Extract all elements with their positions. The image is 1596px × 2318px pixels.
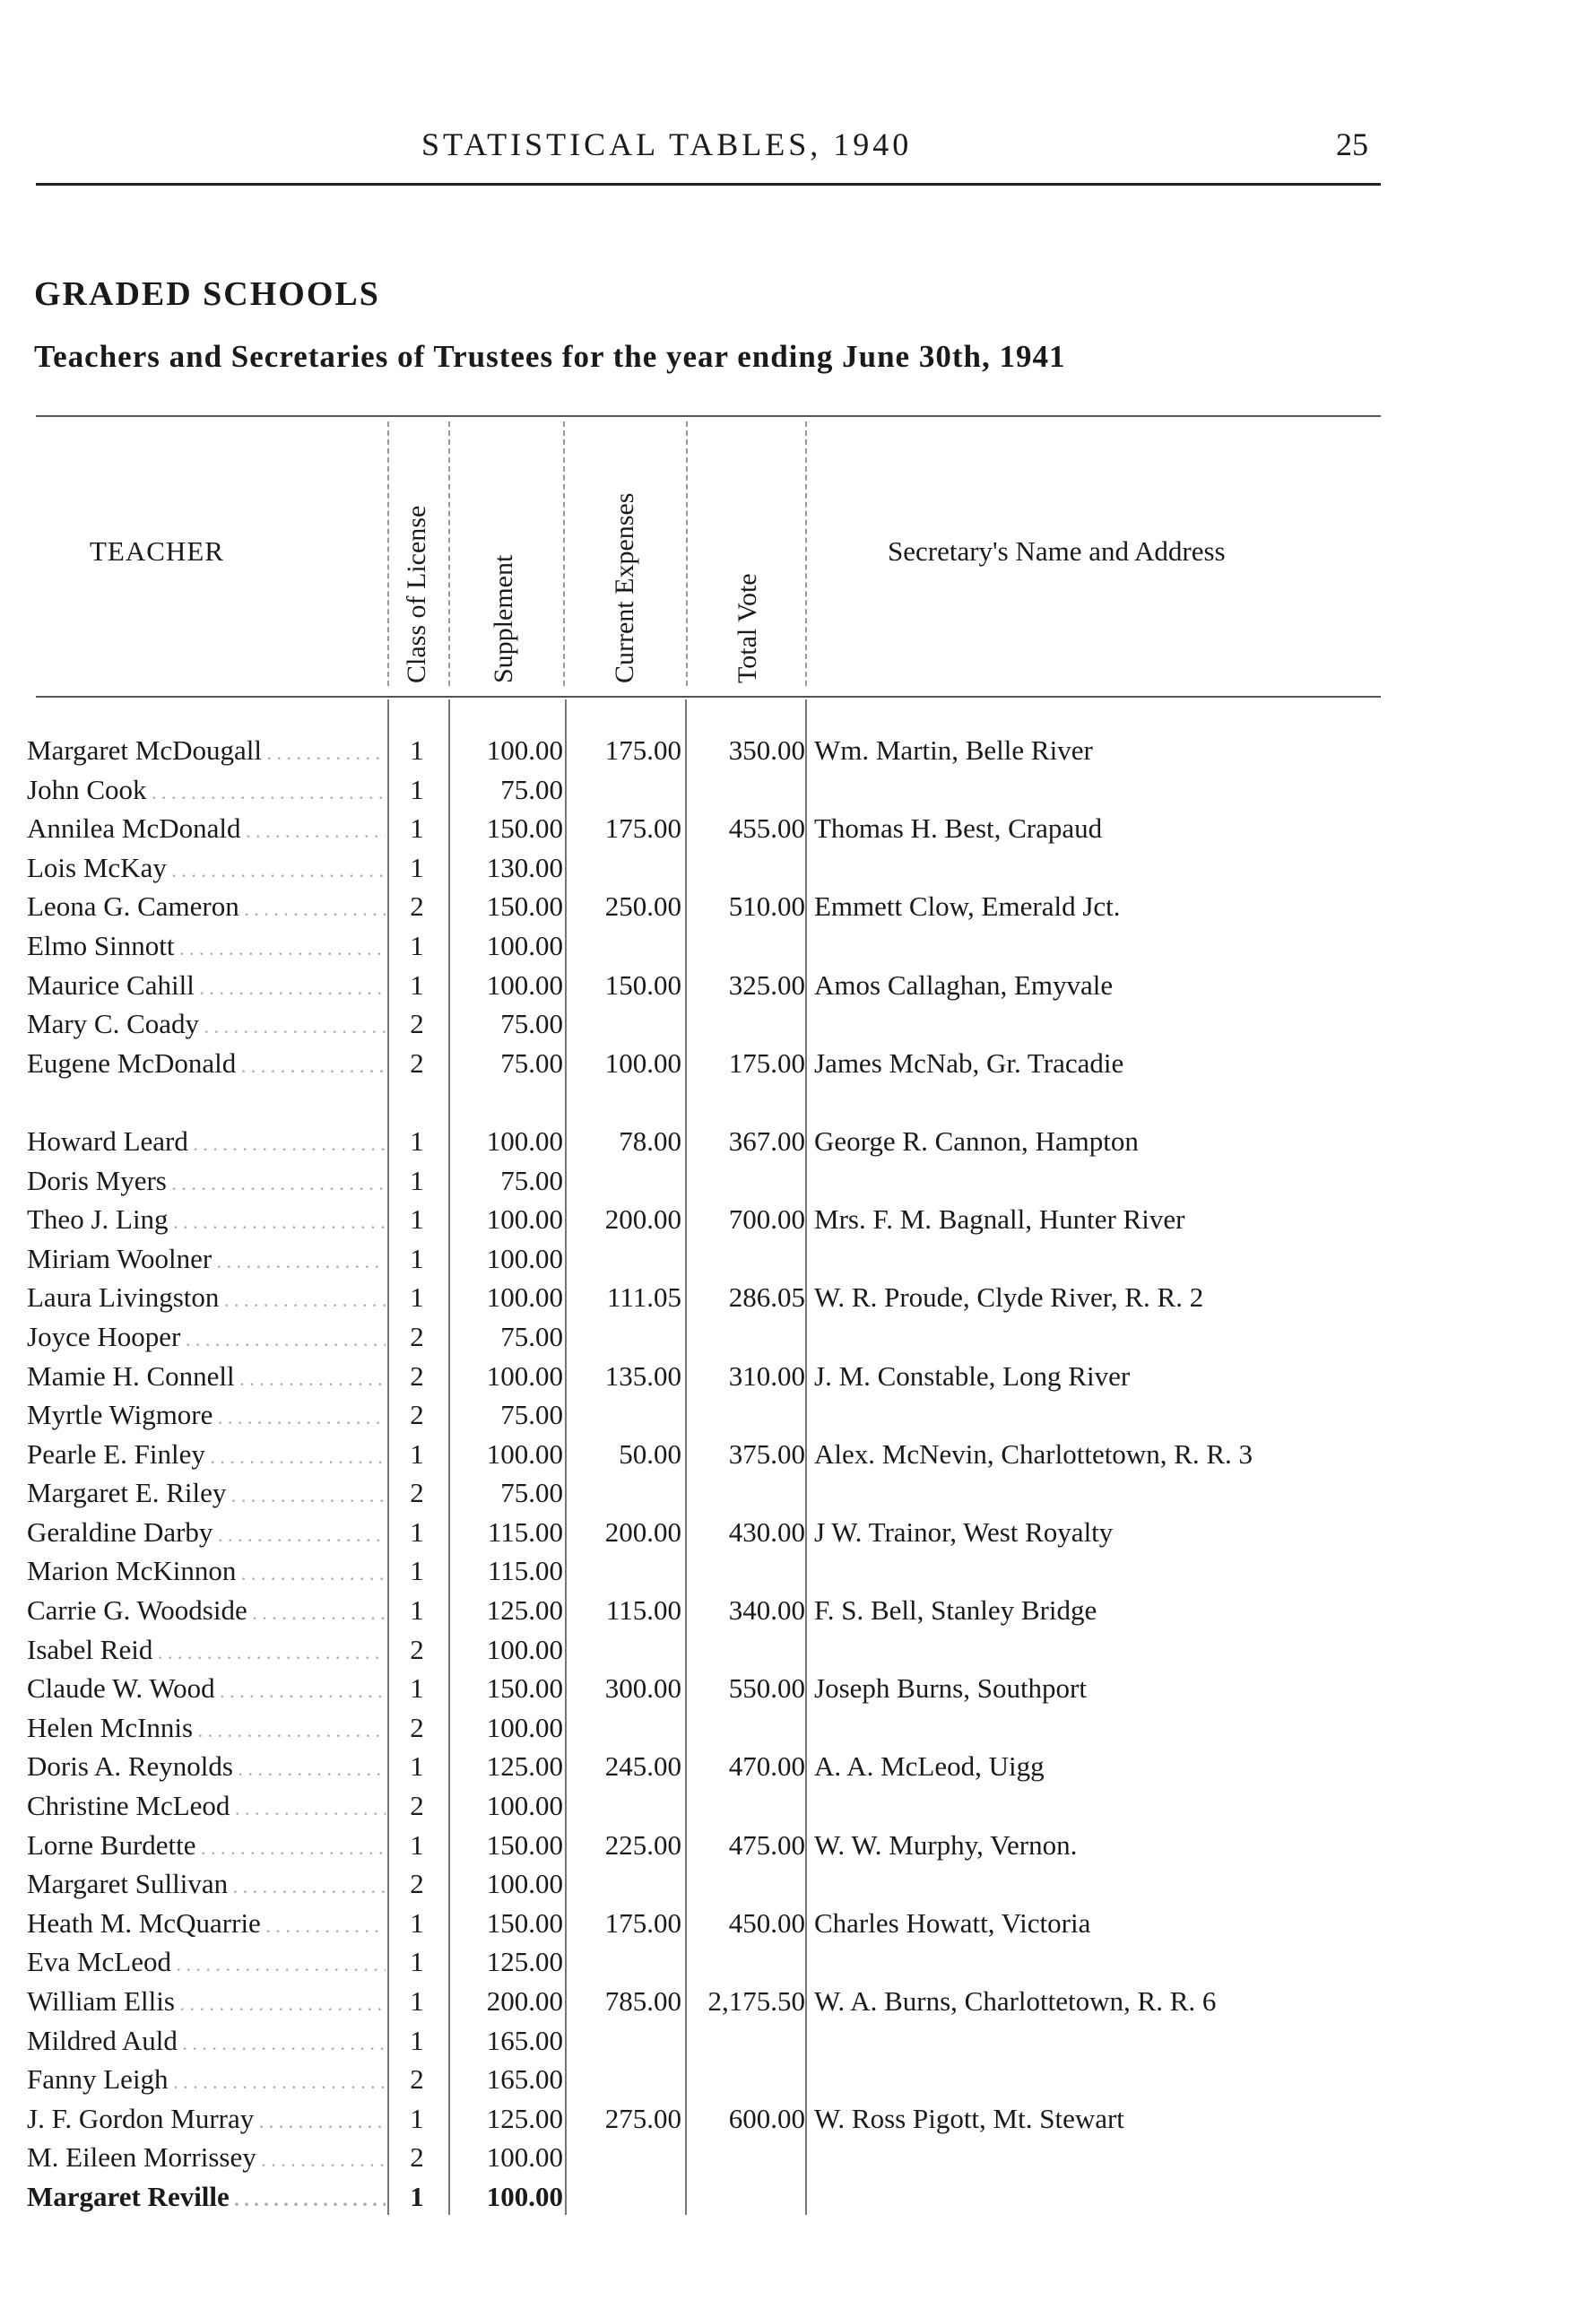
- supplement-cell: 165.00: [486, 2024, 563, 2056]
- table-row: [0, 1317, 1596, 1357]
- class-cell: 2: [410, 1399, 424, 1431]
- current-expenses-cell: 78.00: [619, 1124, 681, 1157]
- class-cell: 1: [410, 1124, 424, 1157]
- class-cell: 1: [410, 2102, 424, 2134]
- teacher-cell: Myrtle Wigmore . . .: [27, 1395, 386, 1437]
- class-cell: 1: [410, 734, 424, 766]
- current-expenses-cell: 245.00: [604, 1750, 681, 1783]
- current-expenses-cell: 785.00: [604, 1985, 681, 2017]
- column-header-supplement: Supplement: [489, 554, 518, 683]
- total-vote-cell: 340.00: [728, 1594, 805, 1627]
- teacher-cell: Doris Myers . . .: [27, 1161, 386, 1202]
- supplement-cell: 75.00: [500, 1477, 563, 1509]
- table-row: [0, 1161, 1596, 1201]
- supplement-cell: 125.00: [486, 1750, 563, 1783]
- class-cell: 1: [410, 851, 424, 883]
- total-vote-cell: 600.00: [728, 2102, 805, 2134]
- teacher-cell: Christine McLeod . . .: [27, 1786, 386, 1827]
- table-row: [0, 770, 1596, 810]
- table-row: [0, 1982, 1596, 2021]
- teacher-cell: Laura Livingston . . .: [27, 1278, 386, 1319]
- supplement-cell: 100.00: [486, 1711, 563, 1743]
- column-divider: [563, 421, 565, 686]
- supplement-cell: 75.00: [500, 1320, 563, 1352]
- teacher-cell: Margaret Sullivan . . .: [27, 1864, 386, 1906]
- supplement-cell: 150.00: [486, 890, 563, 923]
- supplement-cell: 100.00: [486, 734, 563, 766]
- supplement-cell: 150.00: [486, 1906, 563, 1939]
- teacher-cell: Doris A. Reynolds . . .: [27, 1747, 386, 1788]
- supplement-cell: 125.00: [486, 1946, 563, 1978]
- supplement-cell: 150.00: [486, 1828, 563, 1861]
- table-row: [0, 966, 1596, 1005]
- column-header-secretary: Secretary's Name and Address: [888, 535, 1226, 567]
- secretary-cell: A. A. McLeod, Uigg: [814, 1750, 1045, 1783]
- secretary-cell: Alex. McNevin, Charlottetown, R. R. 3: [814, 1437, 1253, 1470]
- table-row: [0, 1942, 1596, 1982]
- teacher-cell: Annilea McDonald . . .: [27, 809, 386, 850]
- table-row: [0, 1551, 1596, 1591]
- secretary-cell: F. S. Bell, Stanley Bridge: [814, 1594, 1097, 1627]
- teacher-cell: Margaret Reville . . .: [27, 2177, 386, 2218]
- teacher-cell: M. Eileen Morrissey . . .: [27, 2138, 386, 2179]
- table-row: [0, 809, 1596, 848]
- teacher-cell: Margaret McDougall . . .: [27, 731, 386, 772]
- current-expenses-cell: 275.00: [604, 2102, 681, 2134]
- total-vote-cell: 700.00: [728, 1203, 805, 1236]
- class-cell: 1: [410, 1242, 424, 1274]
- supplement-cell: 100.00: [486, 1633, 563, 1665]
- supplement-cell: 100.00: [486, 1359, 563, 1392]
- table-row: [0, 2099, 1596, 2139]
- total-vote-cell: 310.00: [728, 1359, 805, 1392]
- supplement-cell: 100.00: [486, 1868, 563, 1900]
- current-expenses-cell: 50.00: [619, 1437, 681, 1470]
- current-expenses-cell: 200.00: [604, 1515, 681, 1548]
- secretary-cell: Amos Callaghan, Emyvale: [814, 968, 1114, 1001]
- class-cell: 1: [410, 968, 424, 1001]
- class-cell: 1: [410, 1515, 424, 1548]
- table-body: [0, 731, 1596, 2217]
- teacher-cell: Fanny Leigh . . .: [27, 2060, 386, 2101]
- table-row: [0, 1004, 1596, 1044]
- total-vote-cell: 550.00: [728, 1672, 805, 1705]
- column-divider: [805, 421, 807, 686]
- teacher-cell: Eugene McDonald . . .: [27, 1044, 386, 1085]
- current-expenses-cell: 150.00: [604, 968, 681, 1001]
- teacher-cell: Joyce Hooper . . .: [27, 1317, 386, 1359]
- secretary-cell: W. R. Proude, Clyde River, R. R. 2: [814, 1281, 1204, 1314]
- teacher-cell: Margaret E. Riley . . .: [27, 1473, 386, 1515]
- total-vote-cell: 455.00: [728, 812, 805, 845]
- column-header-class-of-license: Class of License: [402, 505, 431, 683]
- table-row: [0, 2177, 1596, 2217]
- class-cell: 1: [410, 1281, 424, 1314]
- total-vote-cell: 430.00: [728, 1515, 805, 1548]
- class-cell: 2: [410, 1790, 424, 1822]
- current-expenses-cell: 300.00: [604, 1672, 681, 1705]
- table-row: [0, 2060, 1596, 2099]
- teacher-cell: Mildred Auld . . .: [27, 2021, 386, 2062]
- column-divider: [448, 421, 450, 686]
- teacher-cell: J. F. Gordon Murray . . .: [27, 2099, 386, 2140]
- running-head: STATISTICAL TABLES, 1940: [421, 126, 913, 162]
- total-vote-cell: 450.00: [728, 1906, 805, 1939]
- table-row: [0, 1826, 1596, 1865]
- current-expenses-cell: 225.00: [604, 1828, 681, 1861]
- supplement-cell: 130.00: [486, 851, 563, 883]
- secretary-cell: W. A. Burns, Charlottetown, R. R. 6: [814, 1985, 1217, 2017]
- class-cell: 1: [410, 812, 424, 845]
- teacher-cell: Helen McInnis . . .: [27, 1708, 386, 1749]
- class-cell: 1: [410, 773, 424, 805]
- table-row: [0, 1357, 1596, 1396]
- teacher-cell: Claude W. Wood . . .: [27, 1669, 386, 1710]
- total-vote-cell: 510.00: [728, 890, 805, 923]
- total-vote-cell: 350.00: [728, 734, 805, 766]
- secretary-cell: Charles Howatt, Victoria: [814, 1906, 1091, 1939]
- table-row: [0, 1395, 1596, 1435]
- page-number: 25: [1336, 126, 1368, 162]
- secretary-cell: Joseph Burns, Southport: [814, 1672, 1087, 1705]
- total-vote-cell: 286.05: [728, 1281, 805, 1314]
- class-cell: 1: [410, 1906, 424, 1939]
- secretary-cell: Mrs. F. M. Bagnall, Hunter River: [814, 1203, 1185, 1236]
- secretary-cell: James McNab, Gr. Tracadie: [814, 1046, 1124, 1079]
- class-cell: 2: [410, 2141, 424, 2174]
- secretary-cell: Emmett Clow, Emerald Jct.: [814, 890, 1121, 923]
- teacher-cell: Marion McKinnon . . .: [27, 1551, 386, 1593]
- supplement-cell: 75.00: [500, 1046, 563, 1079]
- column-divider: [387, 421, 389, 686]
- table-row: [0, 1122, 1596, 1161]
- current-expenses-cell: 135.00: [604, 1359, 681, 1392]
- class-cell: 2: [410, 1633, 424, 1665]
- class-cell: 1: [410, 1946, 424, 1978]
- supplement-cell: 100.00: [486, 1124, 563, 1157]
- teacher-cell: Geraldine Darby . . .: [27, 1513, 386, 1554]
- teacher-cell: Howard Leard . . .: [27, 1122, 386, 1163]
- table-row: [0, 1239, 1596, 1279]
- total-vote-cell: 475.00: [728, 1828, 805, 1861]
- class-cell: 1: [410, 1750, 424, 1783]
- secretary-cell: Wm. Martin, Belle River: [814, 734, 1093, 766]
- teacher-cell: Heath M. McQuarrie . . .: [27, 1904, 386, 1945]
- column-header-teacher: TEACHER: [90, 535, 224, 567]
- supplement-cell: 150.00: [486, 1672, 563, 1705]
- table-row: [0, 1278, 1596, 1317]
- teacher-cell: Theo J. Ling . . .: [27, 1200, 386, 1241]
- class-cell: 1: [410, 1672, 424, 1705]
- class-cell: 1: [410, 1555, 424, 1587]
- table-row: [0, 1864, 1596, 1904]
- current-expenses-cell: 115.00: [605, 1594, 681, 1627]
- teacher-cell: John Cook . . .: [27, 770, 386, 812]
- table-row: [0, 1513, 1596, 1552]
- secretary-cell: J W. Trainor, West Royalty: [814, 1515, 1114, 1548]
- supplement-cell: 100.00: [486, 968, 563, 1001]
- table-row: [0, 1435, 1596, 1474]
- section-title: GRADED SCHOOLS: [34, 275, 380, 313]
- class-cell: 1: [410, 1594, 424, 1627]
- total-vote-cell: 325.00: [728, 968, 805, 1001]
- total-vote-cell: 375.00: [728, 1437, 805, 1470]
- column-header-total-vote: Total Vote: [733, 573, 762, 683]
- supplement-cell: 75.00: [500, 1164, 563, 1196]
- table-row: [0, 1473, 1596, 1513]
- supplement-cell: 100.00: [486, 2141, 563, 2174]
- supplement-cell: 125.00: [486, 1594, 563, 1627]
- table-row: [0, 1630, 1596, 1670]
- supplement-cell: 75.00: [500, 1399, 563, 1431]
- class-cell: 2: [410, 1711, 424, 1743]
- teacher-cell: Miriam Woolner . . .: [27, 1239, 386, 1281]
- teacher-cell: William Ellis . . .: [27, 1982, 386, 2023]
- column-header-current-expenses: Current Expenses: [610, 492, 639, 683]
- teacher-cell: Pearle E. Finley . . .: [27, 1435, 386, 1476]
- secretary-cell: W. Ross Pigott, Mt. Stewart: [814, 2102, 1124, 2134]
- supplement-cell: 100.00: [486, 1203, 563, 1236]
- secretary-cell: J. M. Constable, Long River: [814, 1359, 1131, 1392]
- table-row: [0, 848, 1596, 888]
- table-top-rule: [36, 415, 1381, 417]
- current-expenses-cell: 175.00: [604, 734, 681, 766]
- class-cell: 2: [410, 1868, 424, 1900]
- supplement-cell: 150.00: [486, 812, 563, 845]
- table-row: [0, 731, 1596, 770]
- current-expenses-cell: 175.00: [604, 812, 681, 845]
- teacher-cell: Carrie G. Woodside . . .: [27, 1591, 386, 1632]
- current-expenses-cell: 175.00: [604, 1906, 681, 1939]
- teacher-cell: Isabel Reid . . .: [27, 1630, 386, 1671]
- table-row: [0, 1747, 1596, 1786]
- table-row: [0, 1904, 1596, 1943]
- class-cell: 2: [410, 1008, 424, 1040]
- total-vote-cell: 470.00: [728, 1750, 805, 1783]
- teacher-cell: Elmo Sinnott . . .: [27, 926, 386, 968]
- secretary-cell: George R. Cannon, Hampton: [814, 1124, 1139, 1157]
- supplement-cell: 125.00: [486, 2102, 563, 2134]
- secretary-cell: W. W. Murphy, Vernon.: [814, 1828, 1078, 1861]
- current-expenses-cell: 200.00: [604, 1203, 681, 1236]
- table-row: [0, 2021, 1596, 2061]
- current-expenses-cell: 111.05: [607, 1281, 681, 1314]
- table-row: [0, 1200, 1596, 1239]
- table-row: [0, 1669, 1596, 1708]
- teacher-cell: Mamie H. Connell . . .: [27, 1357, 386, 1398]
- table-row: [0, 1044, 1596, 1083]
- secretary-cell: Thomas H. Best, Crapaud: [814, 812, 1103, 845]
- table-row: [0, 887, 1596, 926]
- class-cell: 1: [410, 1203, 424, 1236]
- column-divider: [686, 421, 688, 686]
- current-expenses-cell: 250.00: [604, 890, 681, 923]
- class-cell: 1: [410, 1828, 424, 1861]
- supplement-cell: 165.00: [486, 2063, 563, 2096]
- teacher-cell: Lorne Burdette . . .: [27, 1826, 386, 1867]
- supplement-cell: 100.00: [486, 1281, 563, 1314]
- teacher-cell: Lois McKay . . .: [27, 848, 386, 890]
- class-cell: 2: [410, 890, 424, 923]
- class-cell: 1: [410, 929, 424, 961]
- class-cell: 1: [410, 1437, 424, 1470]
- table-row: [0, 1708, 1596, 1748]
- supplement-cell: 75.00: [500, 773, 563, 805]
- supplement-cell: 100.00: [486, 929, 563, 961]
- class-cell: 2: [410, 2063, 424, 2096]
- total-vote-cell: 175.00: [728, 1046, 805, 1079]
- total-vote-cell: 2,175.50: [707, 1985, 805, 2017]
- table-row: [0, 926, 1596, 966]
- supplement-cell: 115.00: [487, 1555, 563, 1587]
- supplement-cell: 100.00: [486, 2180, 563, 2212]
- class-cell: 2: [410, 1359, 424, 1392]
- header-rule: [36, 183, 1381, 186]
- table-header-rule: [36, 696, 1381, 698]
- class-cell: 2: [410, 1046, 424, 1079]
- class-cell: 1: [410, 1164, 424, 1196]
- teacher-cell: Leona G. Cameron . . .: [27, 887, 386, 928]
- teacher-cell: Mary C. Coady . . .: [27, 1004, 386, 1046]
- supplement-cell: 200.00: [486, 1985, 563, 2017]
- section-subtitle: Teachers and Secretaries of Trustees for the year ending June 30th, 1941: [34, 339, 1066, 374]
- supplement-cell: 100.00: [486, 1242, 563, 1274]
- teacher-cell: Maurice Cahill . . .: [27, 966, 386, 1007]
- supplement-cell: 115.00: [487, 1515, 563, 1548]
- class-cell: 1: [410, 2180, 424, 2212]
- supplement-cell: 100.00: [486, 1437, 563, 1470]
- class-cell: 1: [410, 2024, 424, 2056]
- table-row: [0, 2138, 1596, 2177]
- supplement-cell: 100.00: [486, 1790, 563, 1822]
- class-cell: 2: [410, 1477, 424, 1509]
- supplement-cell: 75.00: [500, 1008, 563, 1040]
- total-vote-cell: 367.00: [728, 1124, 805, 1157]
- current-expenses-cell: 100.00: [604, 1046, 681, 1079]
- class-cell: 2: [410, 1320, 424, 1352]
- table-row: [0, 1591, 1596, 1630]
- teacher-cell: Eva McLeod . . .: [27, 1942, 386, 1984]
- class-cell: 1: [410, 1985, 424, 2017]
- table-row: [0, 1786, 1596, 1826]
